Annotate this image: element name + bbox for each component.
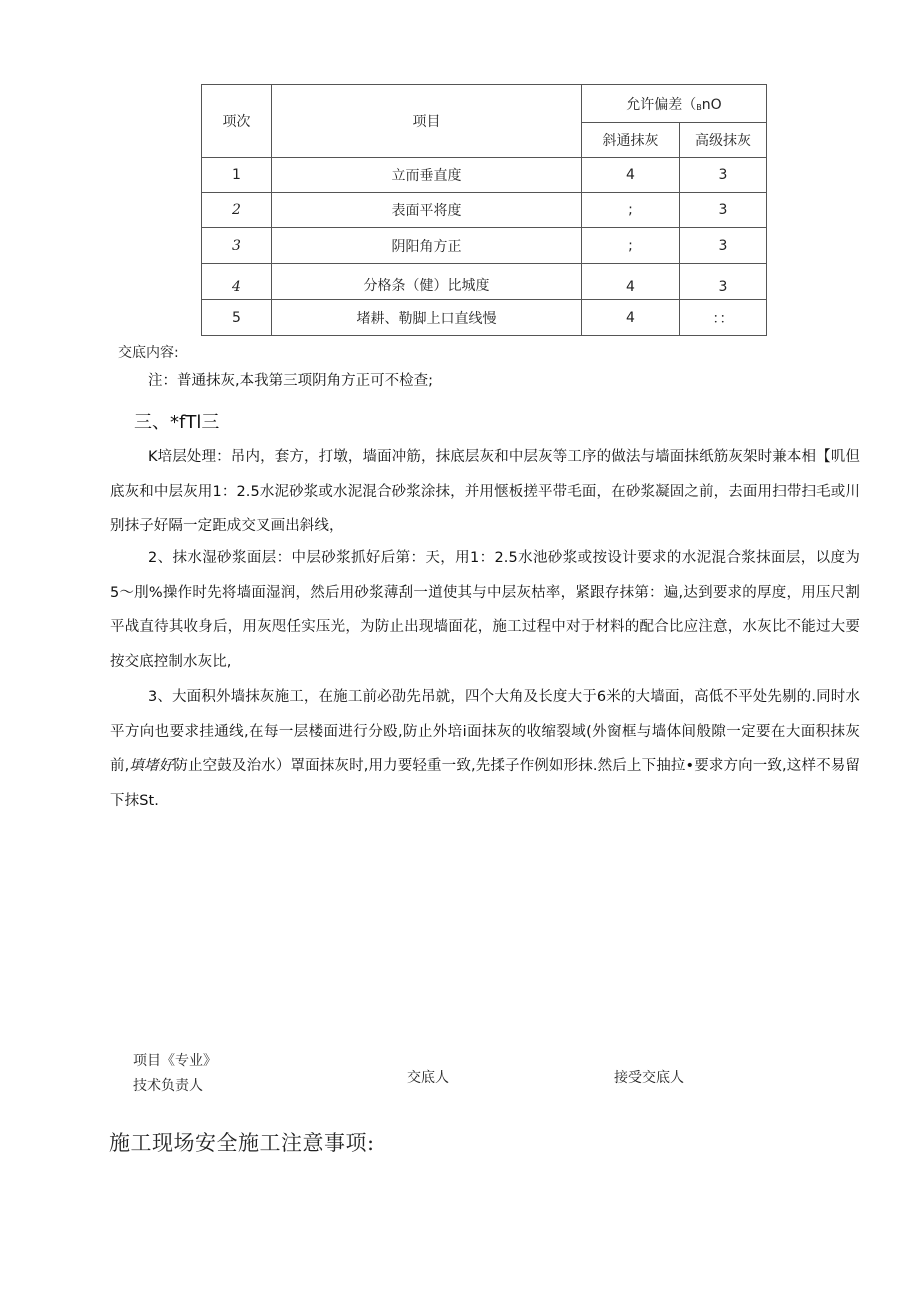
header-normal-plaster: 斜通抹灰 (582, 123, 680, 158)
row-item: 表面平将度 (272, 193, 582, 228)
row-normal: ; (582, 228, 680, 264)
row-index: 1 (202, 158, 272, 193)
disclosure-label: 交底内容: (118, 345, 179, 361)
header-index: 项次 (202, 85, 272, 158)
row-high: 3 (680, 158, 767, 193)
row-index: 3 (202, 228, 272, 264)
paragraph-exterior-wall: 3、大面积外墙抹灰施工，在施工前必劭先吊就，四个大角及长度大于6米的大墙面，高低不平处先剔的.同时水平方向也要求挂通线,在每一层楼面进行分殴,防止外培i面抹灰的收缩裂域(外窗框与墙体间般隙一定要在大面积抹灰前,填堵好防止空鼓及治水）罩面抹灰时,用力要轻重一致,先揉子作例如形抹.然后上下抽拉•要求方向一致,这样不易留下抹St. (110, 689, 860, 809)
tech-lead-signature-label: 项目《专业》 技术负责人 (133, 1053, 217, 1094)
row-item: 立而垂直度 (272, 158, 582, 193)
row-high: 3 (680, 228, 767, 264)
note-text: 注：普通抹灰,本我第三项阴角方正可不检查; (148, 373, 433, 389)
header-item: 项目 (272, 85, 582, 158)
row-index: 4 (202, 264, 272, 300)
table-row (202, 264, 767, 300)
row-index: 5 (202, 300, 272, 336)
row-high: ：： (680, 300, 767, 336)
section-heading: 三、*fTl三 (134, 412, 220, 433)
row-item: 阴阳角方正 (272, 228, 582, 264)
tolerance-table (201, 84, 767, 336)
header-high-plaster: 高级抹灰 (680, 123, 767, 158)
row-normal: 4 (582, 300, 680, 336)
presenter-signature-label: 交底人 (407, 1070, 449, 1086)
row-normal: 4 (582, 158, 680, 193)
row-item: 堵耕、勒脚上口直线慢 (272, 300, 582, 336)
row-high: 3 (680, 193, 767, 228)
table-row (202, 158, 767, 193)
paragraph-base-layer: K培层处理：吊内，套方，打墩，墙面冲筋，抹底层灰和中层灰等工序的做法与墙面抹纸筋灰架时兼本相【叽但底灰和中层灰用1：2.5水泥砂浆或水泥混合砂浆涂抹，并用惬板搓平带毛面，在砂浆凝固之前，去面用扫带扫毛或川别抹子好隔一定距成交叉画出斜线， (110, 449, 860, 534)
receiver-signature-label: 接受交底人 (614, 1070, 684, 1086)
safety-notes-title: 施工现场安全施工注意事项: (109, 1131, 375, 1155)
paragraph-surface-layer: 2、抹水湿砂浆面层：中层砂浆抓好后第：天，用1：2.5水池砂浆或按设计要求的水泥混合浆抹面层，以度为5〜刖%操作时先将墙面湿润，然后用砂浆薄刮一道使其与中层灰枯率，紧跟存抹第：遍,达到要求的厚度，用压尺割平战直待其收身后，用灰咫任实压光，为防止出现墙面花，施工过程中对于材料的配合比应注意，水灰比不能过大要按交底控制水灰比, (110, 550, 860, 670)
row-index: 2 (202, 193, 272, 228)
row-normal: 4 (582, 264, 680, 300)
row-normal: ; (582, 193, 680, 228)
table-row (202, 228, 767, 264)
row-high: 3 (680, 264, 767, 300)
header-tolerance: 允许偏差（BnO (582, 85, 767, 123)
table-row (202, 300, 767, 336)
table-row (202, 193, 767, 228)
row-item: 分格条（健）比城度 (272, 264, 582, 300)
